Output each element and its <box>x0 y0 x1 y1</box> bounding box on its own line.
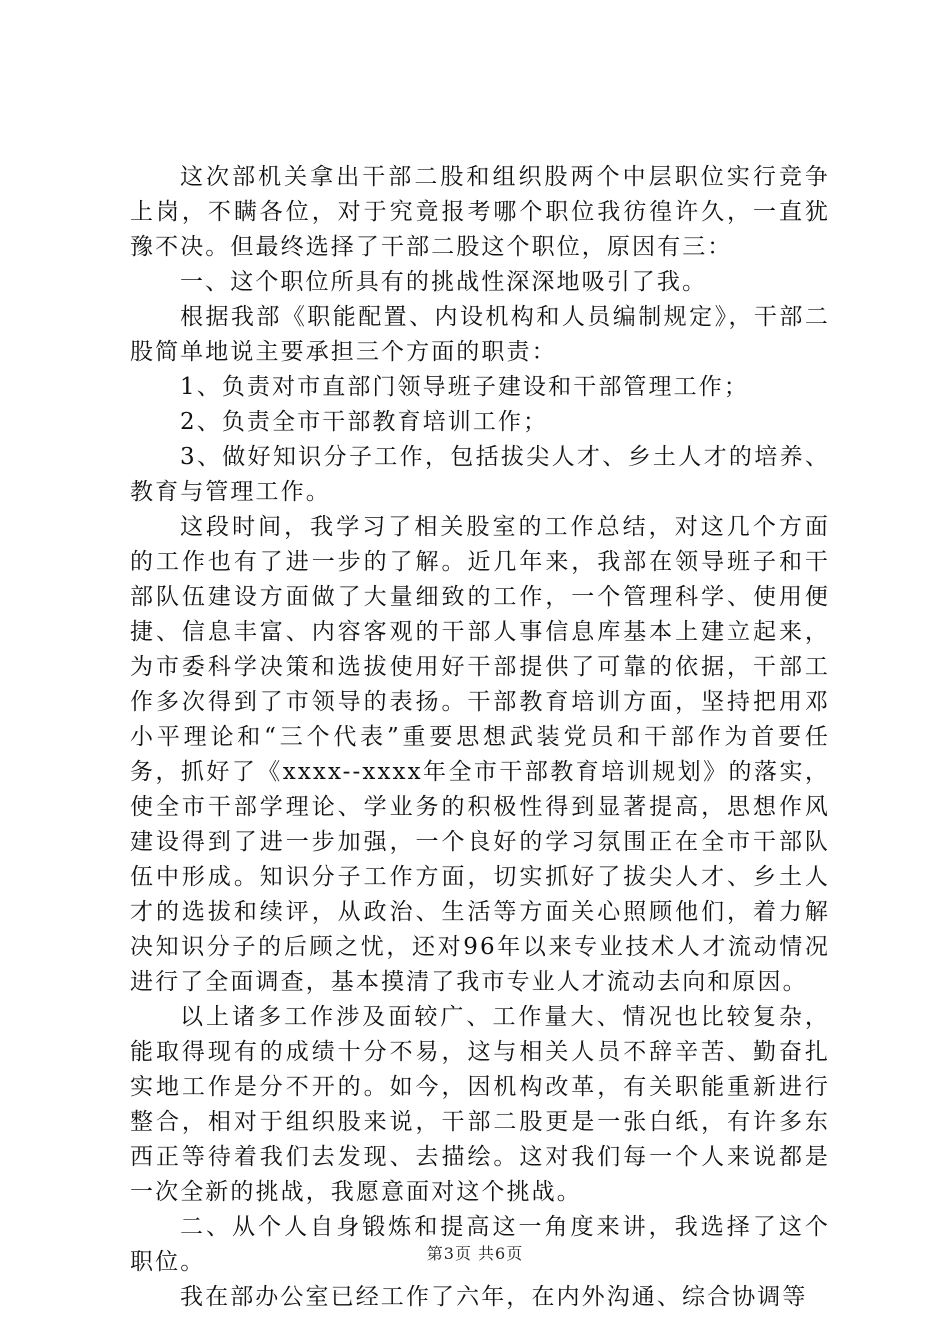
paragraph-challenge: 以上诸多工作涉及面较广、工作量大、情况也比较复杂，能取得现有的成绩十分不易，这与相关人员不辞辛苦、勤奋扎实地工作是分不开的。如今，因机构改革，有关职能重新进行整合，相对于组织股来说，干部二股更是一张白纸，有许多东西正等待着我们去发现、去描绘。这对我们每一个人来说都是一次全新的挑战，我愿意面对这个挑战。 <box>130 1004 830 1205</box>
paragraph-duty-3: 3、做好知识分子工作，包括拔尖人才、乡土人才的培养、教育与管理工作。 <box>130 444 830 505</box>
paragraph-reason-two-heading: 二、从个人自身锻炼和提高这一角度来讲，我选择了这个职位。 <box>130 1214 830 1275</box>
paragraph-work-review: 这段时间，我学习了相关股室的工作总结，对这几个方面的工作也有了进一步的了解。近几年来，我部在领导班子和干部队伍建设方面做了大量细致的工作，一个管理科学、使用便捷、信息丰富、内容客观的干部人事信息库基本上建立起来，为市委科学决策和选拔使用好干部提供了可靠的依据，干部工作多次得到了市领导的表扬。干部教育培训方面，坚持把用邓小平理论和“三个代表”重要思想武装党员和干部作为首要任务，抓好了《xxxx--xxxx年全市干部教育培训规划》的落实，使全市干部学理论、学业务的积极性得到显著提高，思想作风建设得到了进一步加强，一个良好的学习氛围正在全市干部队伍中形成。知识分子工作方面，切实抓好了拔尖人才、乡土人才的选拔和续评，从政治、生活等方面关心照顾他们，着力解决知识分子的后顾之忧，还对96年以来专业技术人才流动情况进行了全面调查，基本摸清了我市专业人才流动去向和原因。 <box>130 514 830 995</box>
document-body <box>130 160 830 1315</box>
paragraph-reason-one-heading: 一、这个职位所具有的挑战性深深地吸引了我。 <box>180 269 708 295</box>
paragraph-duties-intro: 根据我部《职能配置、内设机构和人员编制规定》，干部二股简单地说主要承担三个方面的职责： <box>130 304 830 365</box>
paragraph-duty-2: 2、负责全市干部教育培训工作； <box>180 409 549 435</box>
paragraph-experience: 我在部办公室已经工作了六年，在内外沟通、综合协调等 <box>180 1284 808 1310</box>
paragraph-intro: 这次部机关拿出干部二股和组织股两个中层职位实行竞争上岗，不瞒各位，对于究竟报考哪个职位我彷徨许久，一直犹豫不决。但最终选择了干部二股这个职位，原因有三： <box>130 164 830 260</box>
paragraph-duty-1: 1、负责对市直部门领导班子建设和干部管理工作； <box>180 374 749 400</box>
page-number-footer: 第3页 共6页 <box>426 1244 524 1263</box>
